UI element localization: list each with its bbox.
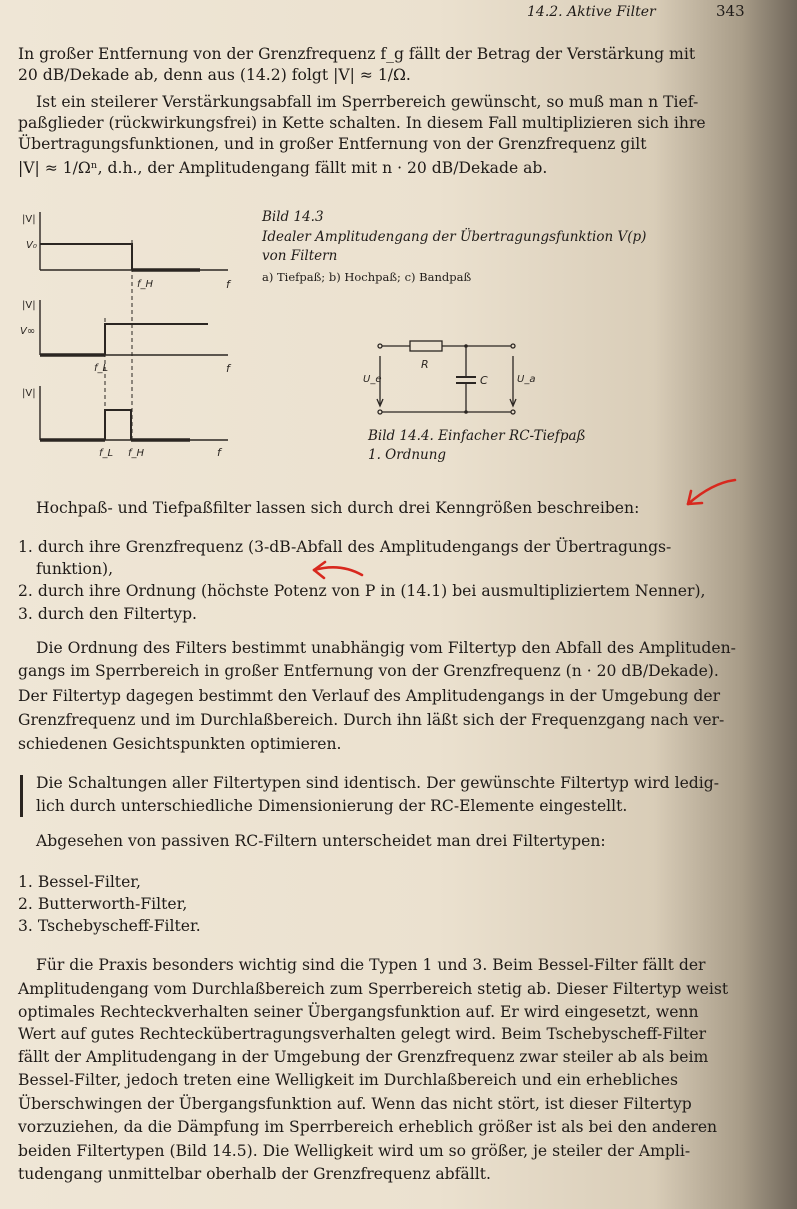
f-label-b: f <box>226 362 230 375</box>
fh-label-c: f_H <box>128 448 145 459</box>
ylabel-b: |V| <box>22 300 36 311</box>
para-line: Der Filtertyp dagegen bestimmt den Verlauf des Amplitudengangs in der Umgebung der <box>18 687 721 705</box>
para-line: Wert auf gutes Rechteckübertragungsverhalten gelegt wird. Beim Tschebyscheff-Filter <box>18 1025 707 1043</box>
intro-line: 20 dB/Dekade ab, denn aus (14.2) folgt |V| ≈ 1/Ω. <box>18 66 411 84</box>
lowpass-curve <box>40 244 132 270</box>
v0-label: V₀ <box>26 240 37 251</box>
para-line: Bessel-Filter, jedoch treten eine Welligkeit im Durchlaßbereich und ein erhebliches <box>18 1071 678 1089</box>
fig143-subcaption: a) Tiefpaß; b) Hochpaß; c) Bandpaß <box>262 270 472 284</box>
intro-line: In großer Entfernung von der Grenzfrequenz f_g fällt der Betrag der Verstärkung mit <box>18 45 696 63</box>
f-label-c: f <box>217 446 221 459</box>
page-number: 343 <box>716 2 745 20</box>
highpass-curve <box>105 324 208 355</box>
r-label: R <box>421 358 429 371</box>
intro-line: Ist ein steilerer Verstärkungsabfall im Sperrbereich gewünscht, so muß man n Tief- <box>36 93 699 111</box>
list-item-cont: funktion), <box>36 560 114 578</box>
ua-label: U_a <box>517 374 536 385</box>
fh-label-a: f_H <box>137 279 154 290</box>
fig144-caption-line: 1. Ordnung <box>368 447 447 463</box>
output-terminal-top <box>511 344 515 348</box>
annotation-arrow-1-icon <box>680 474 740 514</box>
resistor-r <box>410 341 442 351</box>
note-line: lich durch unterschiedliche Dimensionierung der RC-Elemente eingestellt. <box>36 797 628 815</box>
annotation-arrow-2-icon <box>306 556 366 586</box>
para-line: Die Ordnung des Filters bestimmt unabhängig vom Filtertyp den Abfall des Amplituden- <box>36 639 736 657</box>
para-line: vorzuziehen, da die Dämpfung im Sperrbereich erheblich größer ist als bei den anderen <box>18 1118 718 1136</box>
para-line: gangs im Sperrbereich in großer Entfernung von der Grenzfrequenz (n · 20 dB/Dekade). <box>18 662 719 680</box>
list-item: 3. durch den Filtertyp. <box>18 605 198 623</box>
para-line: schiedenen Gesichtspunkten optimieren. <box>18 735 342 753</box>
filter-type-item: 3. Tschebyscheff-Filter. <box>18 917 201 935</box>
fig144-caption-line: Bild 14.4. Einfacher RC-Tiefpaß <box>368 428 586 444</box>
fl-label-c: f_L <box>99 448 114 459</box>
ue-label: U_e <box>363 374 382 385</box>
intro-line: paßglieder (rückwirkungsfrei) in Kette schalten. In diesem Fall multiplizieren sich ihre <box>18 114 706 132</box>
para-line: tudengang unmittelbar oberhalb der Grenzfrequenz abfällt. <box>18 1165 491 1183</box>
para-line: Grenzfrequenz und im Durchlaßbereich. Durch ihn läßt sich der Frequenzgang nach ver- <box>18 711 725 729</box>
passive-filters-line: Abgesehen von passiven RC-Filtern unterscheidet man drei Filtertypen: <box>36 832 606 850</box>
filter-type-item: 2. Butterworth-Filter, <box>18 895 188 913</box>
input-terminal-bottom <box>378 410 382 414</box>
running-header: 14.2. Aktive Filter <box>527 4 656 20</box>
para-line: optimales Rechteckverhalten seiner Übergangsfunktion auf. Er wird eingesetzt, wenn <box>18 1003 699 1021</box>
output-terminal-bottom <box>511 410 515 414</box>
f-label-a: f <box>226 278 230 291</box>
note-line: Die Schaltungen aller Filtertypen sind identisch. Der gewünschte Filtertyp wird ledig- <box>36 774 720 792</box>
vinf-label: V∞ <box>20 326 36 337</box>
para-line: beiden Filtertypen (Bild 14.5). Die Welligkeit wird um so größer, je steiler der Ampli- <box>18 1142 691 1160</box>
c-label: C <box>480 374 488 387</box>
fig143-caption-line: von Filtern <box>262 248 338 264</box>
filter-type-item: 1. Bessel-Filter, <box>18 873 141 891</box>
figure-14-4-rc-circuit <box>360 332 536 427</box>
figure-14-3 <box>0 200 250 460</box>
para-line: Für die Praxis besonders wichtig sind die Typen 1 und 3. Beim Bessel-Filter fällt der <box>36 956 706 974</box>
ylabel-c: |V| <box>22 388 36 399</box>
bandpass-curve <box>105 410 131 440</box>
para-line: Überschwingen der Übergangsfunktion auf. Wenn das nicht stört, ist dieser Filtertyp <box>18 1095 692 1113</box>
list-item: 1. durch ihre Grenzfrequenz (3-dB-Abfall des Amplitudengangs der Übertragungs- <box>18 538 672 556</box>
kenngroessen-intro: Hochpaß- und Tiefpaßfilter lassen sich durch drei Kenngrößen beschreiben: <box>36 499 640 517</box>
note-margin-bar <box>20 775 23 817</box>
para-line: fällt der Amplitudengang in der Umgebung der Grenzfrequenz zwar steiler ab als beim <box>18 1048 709 1066</box>
fl-label-b: f_L <box>94 363 109 374</box>
input-terminal-top <box>378 344 382 348</box>
intro-line: |V| ≈ 1/Ωⁿ, d.h., der Amplitudengang fällt mit n · 20 dB/Dekade ab. <box>18 159 548 177</box>
para-line: Amplitudengang vom Durchlaßbereich zum Sperrbereich stetig ab. Dieser Filtertyp weist <box>18 980 729 998</box>
fig143-title: Bild 14.3 <box>262 209 324 225</box>
intro-line: Übertragungsfunktionen, und in großer Entfernung von der Grenzfrequenz gilt <box>18 135 647 153</box>
list-item: 2. durch ihre Ordnung (höchste Potenz von P in (14.1) bei ausmultipliziertem Nenner), <box>18 582 706 600</box>
fig143-caption-line: Idealer Amplitudengang der Übertragungsfunktion V(p) <box>262 229 647 245</box>
ylabel-a: |V| <box>22 214 36 225</box>
